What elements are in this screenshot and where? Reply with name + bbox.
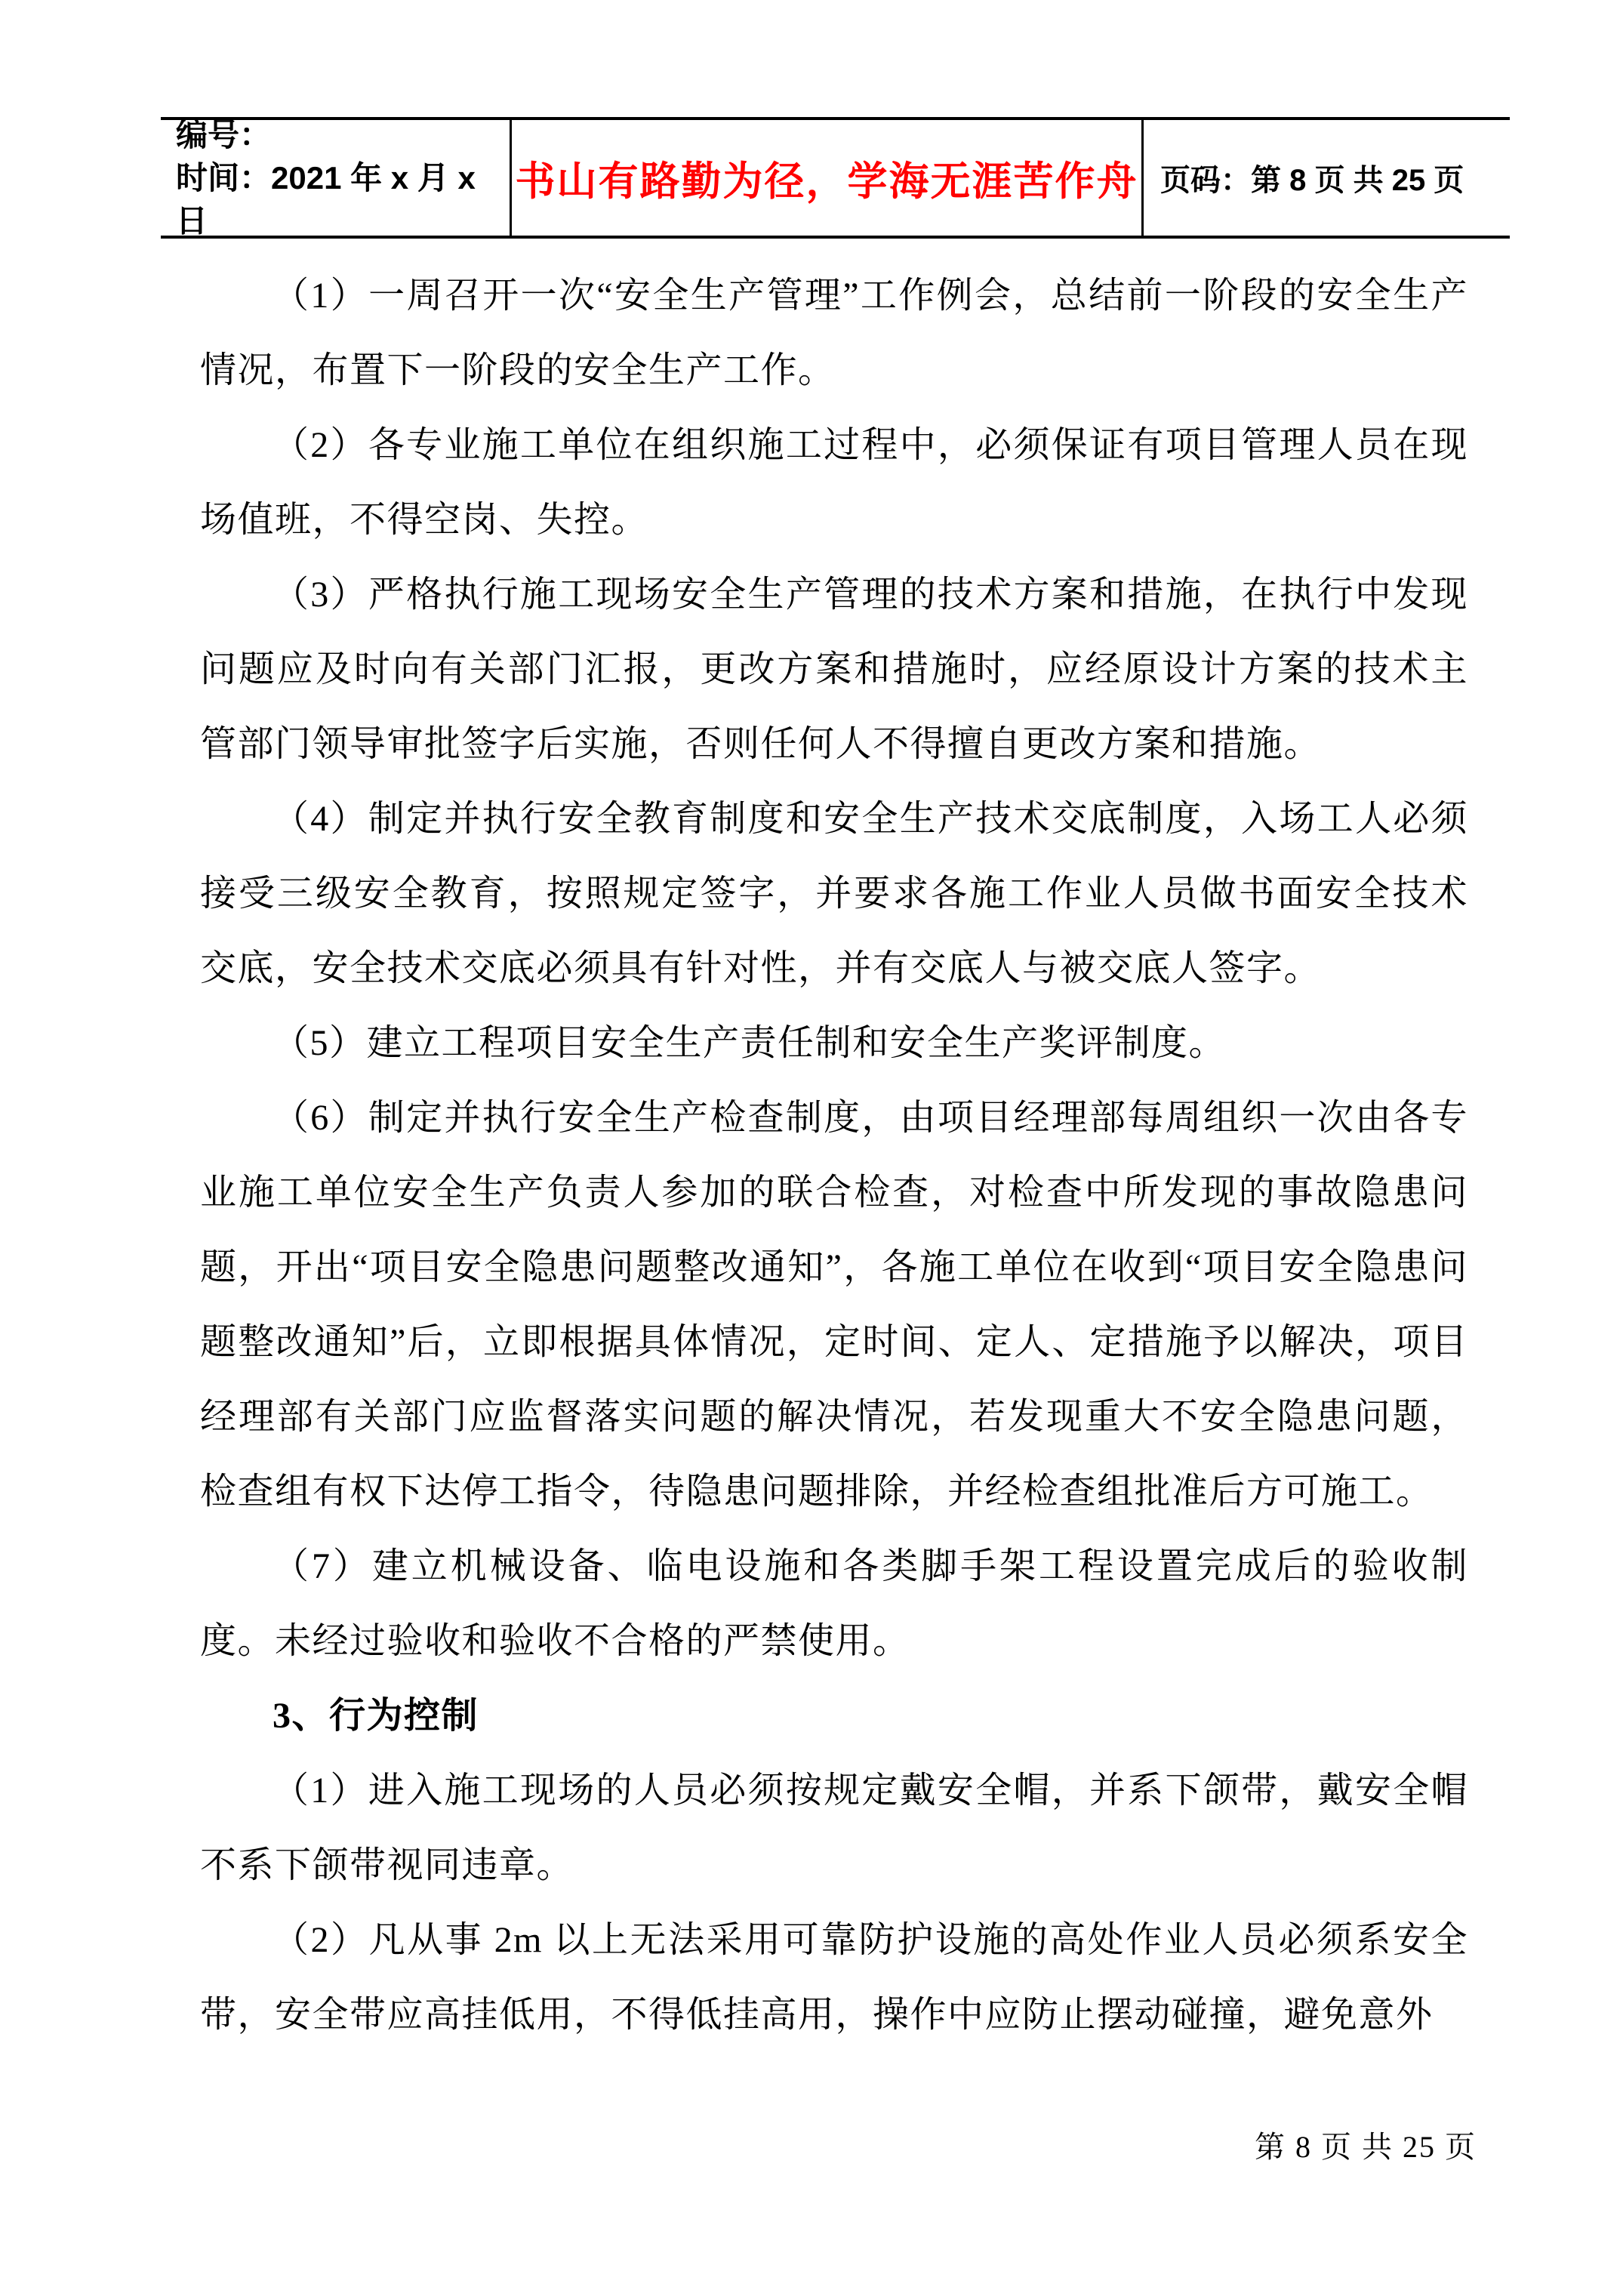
paragraph-onsite-duty: （2）各专业施工单位在组织施工过程中，必须保证有项目管理人员在现场值班，不得空岗、失控。 [200, 425, 1468, 540]
header-cell-motto [510, 120, 1144, 236]
paragraph-acceptance-system: （7）建立机械设备、临电设施和各类脚手架工程设置完成后的验收制度。未经过验收和验收不合格的严禁使用。 [200, 1546, 1468, 1661]
paragraph-safety-meeting: （1）一周召开一次“安全生产管理”工作例会，总结前一阶段的安全生产情况，布置下一阶段的安全生产工作。 [200, 276, 1468, 390]
paragraph-safety-belt-rule: （2）凡从事 2m 以上无法采用可靠防护设施的高处作业人员必须系安全带，安全带应高挂低用，不得低挂高用，操作中应防止摆动碰撞，避免意外 [200, 1920, 1468, 2035]
paragraph-helmet-rule: （1）进入施工现场的人员必须按规定戴安全帽，并系下颌带，戴安全帽不系下颌带视同违章。 [200, 1771, 1468, 1885]
paragraph-technical-plan: （3）严格执行施工现场安全生产管理的技术方案和措施，在执行中发现问题应及时向有关部门汇报，更改方案和措施时，应经原设计方案的技术主管部门领导审批签字后实施，否则任何人不得擅自更改方案和措施。 [200, 575, 1468, 764]
document-body [200, 258, 1468, 2052]
paragraph-safety-education: （4）制定并执行安全教育制度和安全生产技术交底制度，入场工人必须接受三级安全教育，按照规定签字，并要求各施工作业人员做书面安全技术交底，安全技术交底必须具有针对性，并有交底人与被交底人签字。 [200, 799, 1468, 988]
paragraph-responsibility: （5）建立工程项目安全生产责任制和安全生产奖评制度。 [273, 1023, 1227, 1063]
date-label: 时间：2021 年 x 月 x 日 [176, 160, 476, 239]
motto-text: 书山有路勤为径，学海无涯苦作舟 [515, 159, 1138, 204]
page-info-label: 页码：第 8 页 共 25 页 [1160, 164, 1464, 197]
page-header-table [161, 117, 1510, 239]
section-heading-behavior-control: 3、行为控制 [273, 1696, 479, 1736]
serial-number-label: 编号： [176, 117, 272, 153]
header-cell-meta [161, 117, 510, 239]
header-cell-page-info [1144, 120, 1510, 236]
paragraph-inspection-system: （6）制定并执行安全生产检查制度，由项目经理部每周组织一次由各专业施工单位安全生产负责人参加的联合检查，对检查中所发现的事故隐患问题，开出“项目安全隐患问题整改通知”，各施工单位在收到“项目安全隐患问题整改通知”后，立即根据具体情况，定时间、定人、定措施予以解决，项目经理部有关部门应监督落实问题的解决情况，若发现重大不安全隐患问题，检查组有权下达停工指令，待隐患问题排除，并经检查组批准后方可施工。 [200, 1098, 1468, 1512]
page-number-footer: 第 8 页 共 25 页 [1255, 2130, 1477, 2164]
